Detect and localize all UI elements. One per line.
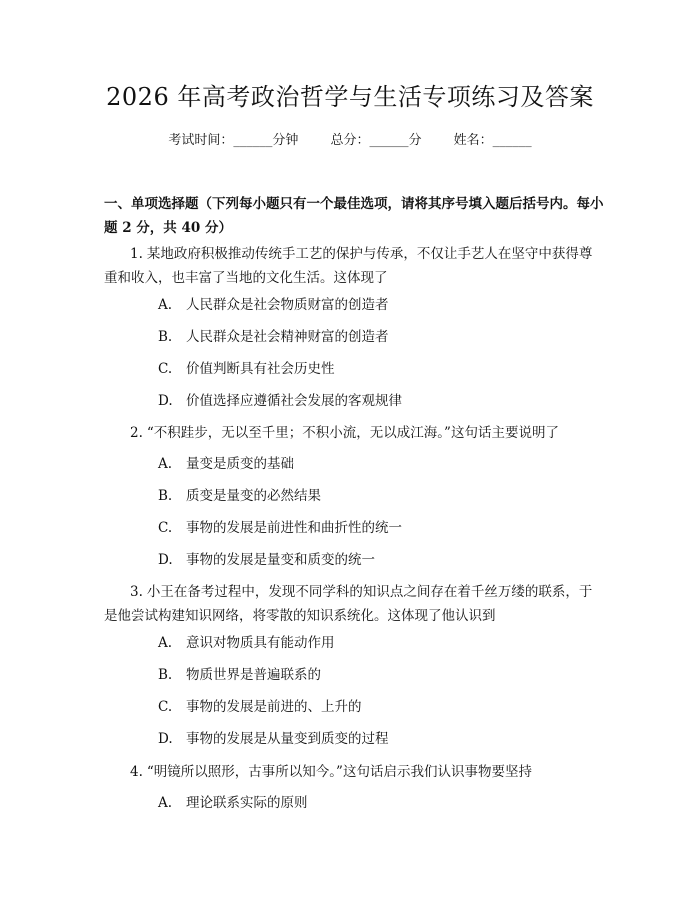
option-text: 人民群众是社会精神财富的创造者 <box>186 329 389 345</box>
option-2a <box>158 453 608 475</box>
option-text: 事物的发展是前进的、上升的 <box>186 699 362 715</box>
option-3a <box>158 632 608 654</box>
option-1c <box>158 358 608 380</box>
option-3c <box>158 696 608 718</box>
question-number: 1. <box>130 246 143 262</box>
option-letter: A. <box>158 456 173 472</box>
section-heading: 一、单项选择题（下列每小题只有一个最佳选项，请将其序号填入题后括号内。每小题 2 分，共 40 分） <box>104 196 604 236</box>
exam-time-field: 考试时间：______分钟 <box>168 133 299 148</box>
exam-info-line <box>0 130 700 152</box>
question-number: 2. <box>130 425 143 441</box>
question-4 <box>104 760 604 784</box>
question-1 <box>104 242 604 290</box>
option-text: 事物的发展是从量变到质变的过程 <box>186 731 389 747</box>
option-4a <box>158 792 608 814</box>
option-text: 人民群众是社会物质财富的创造者 <box>186 297 389 313</box>
question-text: 某地政府积极推动传统手工艺的保护与传承，不仅让手艺人在坚守中获得尊重和收入，也丰富了当地的文化生活。这体现了 <box>104 246 593 286</box>
option-letter: C. <box>158 520 173 536</box>
page-title: 2026 年高考政治哲学与生活专项练习及答案 <box>106 83 594 111</box>
question-number: 4. <box>130 764 143 780</box>
option-1a <box>158 294 608 316</box>
option-text: 事物的发展是前进性和曲折性的统一 <box>186 520 402 536</box>
option-letter: B. <box>158 667 173 683</box>
option-3b <box>158 664 608 686</box>
option-letter: D. <box>158 731 173 747</box>
option-letter: A. <box>158 297 173 313</box>
option-2b <box>158 485 608 507</box>
question-text: “明镜所以照形，古事所以知今。”这句话启示我们认识事物要坚持 <box>146 764 532 780</box>
option-1b <box>158 326 608 348</box>
question-text: “不积跬步，无以至千里；不积小流，无以成江海。”这句话主要说明了 <box>146 425 559 441</box>
option-letter: A. <box>158 635 173 651</box>
option-text: 事物的发展是量变和质变的统一 <box>186 552 375 568</box>
option-text: 价值选择应遵循社会发展的客观规律 <box>186 393 402 409</box>
option-letter: D. <box>158 393 173 409</box>
option-letter: C. <box>158 699 173 715</box>
option-3d <box>158 728 608 750</box>
question-3 <box>104 580 604 628</box>
option-2c <box>158 517 608 539</box>
option-letter: C. <box>158 361 173 377</box>
option-letter: A. <box>158 795 173 811</box>
option-text: 物质世界是普遍联系的 <box>186 667 321 683</box>
option-letter: B. <box>158 329 173 345</box>
option-letter: B. <box>158 488 173 504</box>
option-2d <box>158 549 608 571</box>
option-text: 量变是质变的基础 <box>186 456 294 472</box>
student-name-field: 姓名：______ <box>453 133 532 148</box>
option-text: 质变是量变的必然结果 <box>186 488 321 504</box>
question-number: 3. <box>130 584 143 600</box>
total-score-field: 总分：______分 <box>330 133 422 148</box>
question-2 <box>104 421 604 445</box>
option-1d <box>158 390 608 412</box>
option-text: 理论联系实际的原则 <box>186 795 308 811</box>
option-letter: D. <box>158 552 173 568</box>
question-text: 小王在备考过程中，发现不同学科的知识点之间存在着千丝万缕的联系，于是他尝试构建知识网络，将零散的知识系统化。这体现了他认识到 <box>104 584 593 624</box>
option-text: 价值判断具有社会历史性 <box>186 361 335 377</box>
option-text: 意识对物质具有能动作用 <box>186 635 335 651</box>
